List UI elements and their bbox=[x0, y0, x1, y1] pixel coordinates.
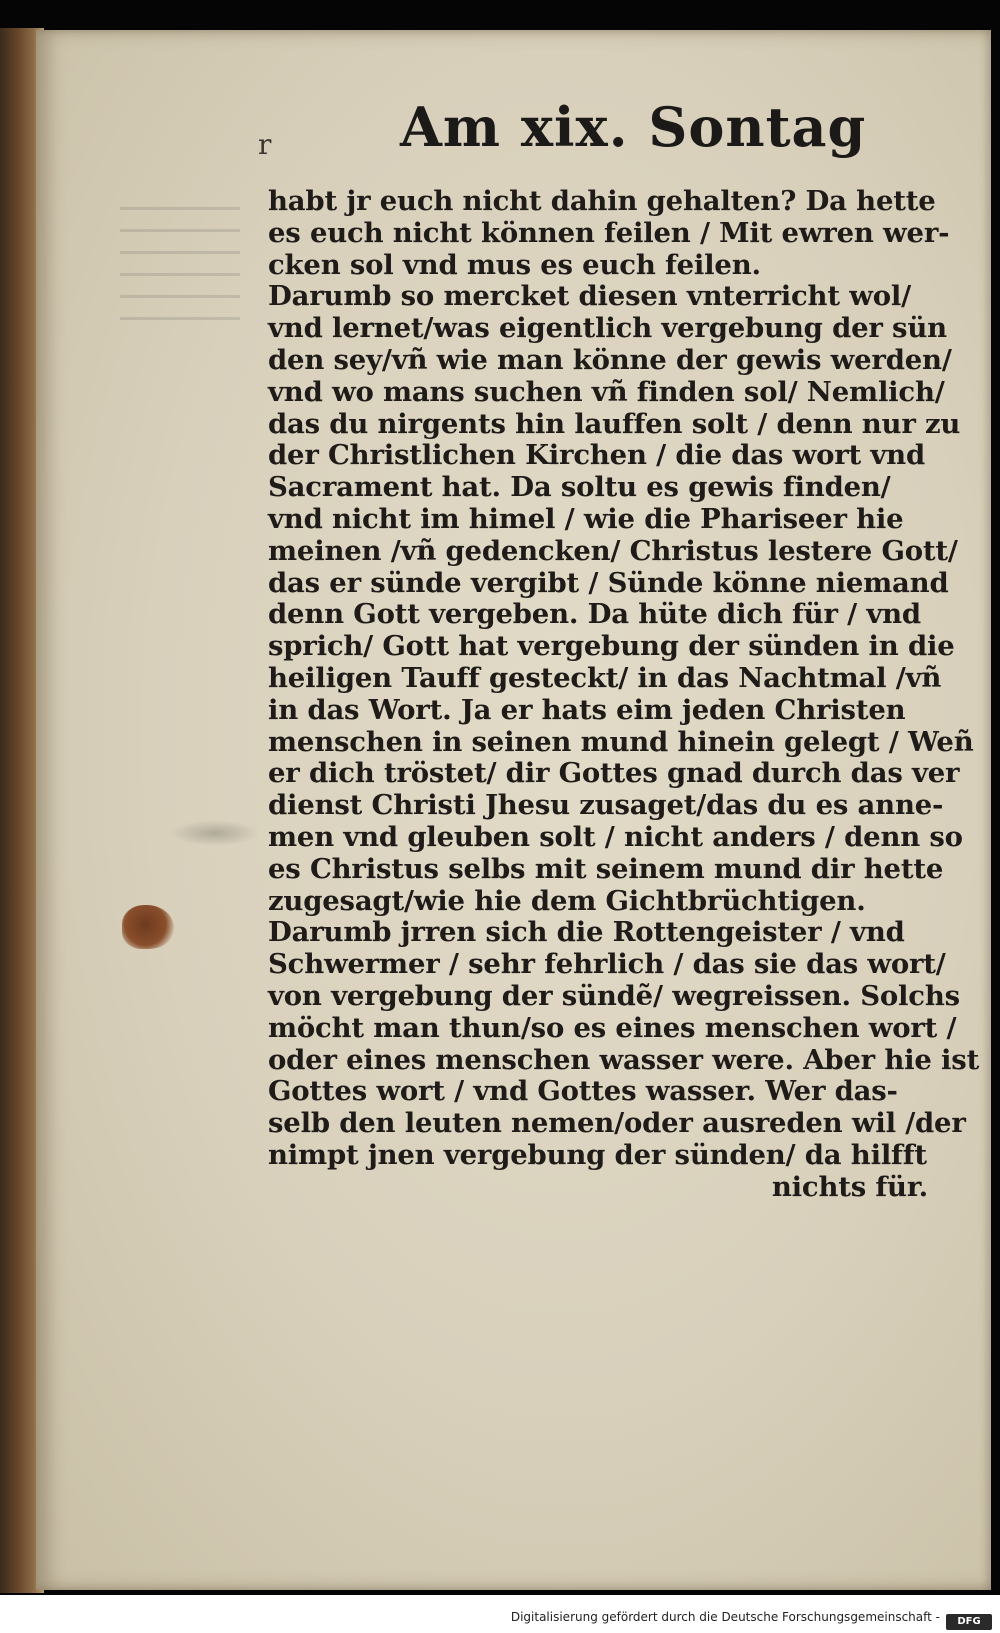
text-line: denn Gott vergeben. Da hüte dich für / vnd bbox=[268, 598, 921, 631]
running-head: Am xix. Sontag bbox=[400, 95, 867, 159]
text-line: heiligen Tauff gesteckt/ in das Nachtmal /vñ bbox=[268, 661, 942, 694]
text-line: oder eines menschen wasser were. Aber hie ist bbox=[268, 1043, 980, 1076]
text-line: von vergebung der sündẽ/ wegreissen. Solchs bbox=[268, 979, 960, 1012]
text-line: Sacrament hat. Da soltu es gewis finden/ bbox=[268, 471, 891, 504]
text-line: men vnd gleuben solt / nicht anders / denn so bbox=[268, 820, 963, 853]
bleed-through-marks bbox=[120, 200, 240, 320]
paper-stain bbox=[122, 905, 174, 949]
text-line: es Christus selbs mit seinem mund dir hette bbox=[268, 852, 944, 885]
ink-smudge bbox=[170, 820, 260, 846]
text-line: das du nirgents hin lauffen solt / denn nur zu bbox=[268, 407, 961, 440]
text-line: möcht man thun/so es eines menschen wort / bbox=[268, 1011, 957, 1044]
text-line: er dich tröstet/ dir Gottes gnad durch das ver bbox=[268, 757, 960, 790]
text-line: vnd lernet/was eigentlich vergebung der sün bbox=[268, 312, 947, 345]
corner-mark: r bbox=[258, 128, 272, 161]
text-line: selb den leuten nemen/oder ausreden wil /der bbox=[268, 1107, 966, 1140]
footer-credit: Digitalisierung gefördert durch die Deutsche Forschungsgemeinschaft - bbox=[510, 1610, 940, 1624]
text-line: es euch nicht können feilen / Mit ewren wer- bbox=[268, 216, 950, 249]
text-line: vnd wo mans suchen vñ finden sol/ Nemlich/ bbox=[268, 375, 945, 408]
text-line: meinen /vñ gedencken/ Christus lestere Gott/ bbox=[268, 534, 958, 567]
text-line: in das Wort. Ja er hats eim jeden Christen bbox=[268, 693, 906, 726]
text-line: Schwermer / sehr fehrlich / das sie das wort/ bbox=[268, 948, 946, 981]
text-line: vnd nicht im himel / wie die Phariseer hie bbox=[268, 502, 904, 535]
text-line: cken sol vnd mus es euch feilen. bbox=[268, 248, 761, 281]
text-line-last: nichts für. bbox=[771, 1170, 928, 1203]
text-block bbox=[268, 185, 980, 1204]
text-line: zugesagt/wie hie dem Gichtbrüchtigen. bbox=[268, 884, 866, 917]
dfg-logo-icon: DFG bbox=[946, 1614, 992, 1630]
text-line: Darumb jrren sich die Rottengeister / vnd bbox=[268, 916, 905, 949]
text-line: habt jr euch nicht dahin gehalten? Da hette bbox=[268, 185, 936, 217]
text-line: menschen in seinen mund hinein gelegt / Weñ bbox=[268, 725, 974, 758]
text-line: den sey/vñ wie man könne der gewis werden/ bbox=[268, 343, 952, 376]
text-line: Gottes wort / vnd Gottes wasser. Wer das- bbox=[268, 1075, 898, 1108]
text-line: dienst Christi Jhesu zusaget/das du es anne- bbox=[268, 789, 944, 822]
text-line: Darumb so mercket diesen vnterricht wol/ bbox=[268, 280, 911, 313]
text-line: das er sünde vergibt / Sünde könne niemand bbox=[268, 566, 949, 599]
text-line: der Christlichen Kirchen / die das wort vnd bbox=[268, 439, 925, 472]
text-line: nimpt jnen vergebung der sünden/ da hilfft bbox=[268, 1138, 927, 1171]
text-line: sprich/ Gott hat vergebung der sünden in die bbox=[268, 630, 955, 663]
